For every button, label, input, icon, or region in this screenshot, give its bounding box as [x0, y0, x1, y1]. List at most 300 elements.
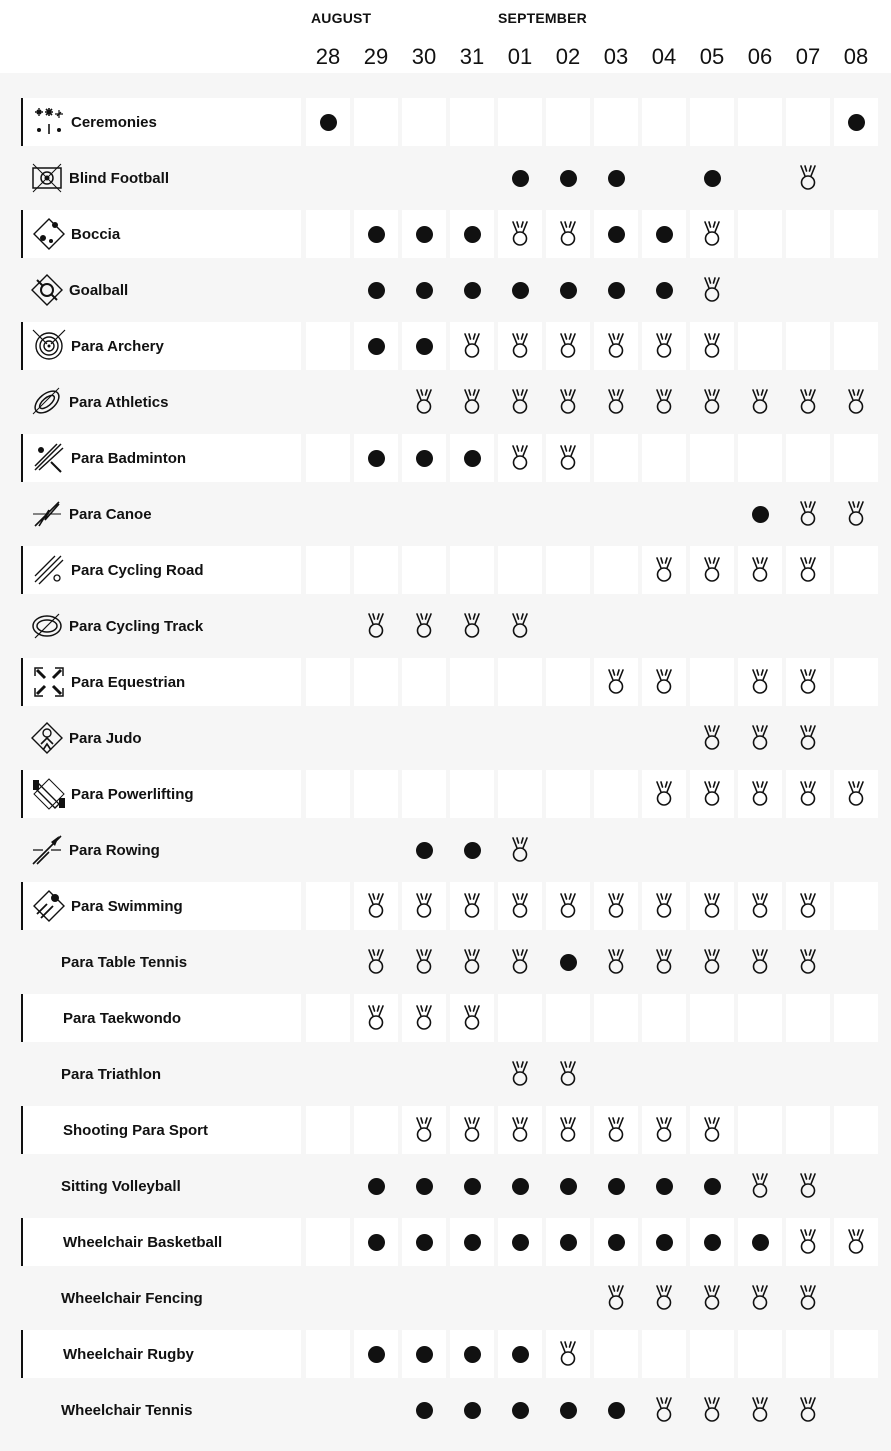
schedule-cell: [402, 770, 446, 818]
schedule-cell: [834, 1274, 878, 1322]
sport-name: Sitting Volleyball: [61, 1177, 181, 1195]
sport-name-cell[interactable]: [21, 98, 301, 146]
schedule-cell[interactable]: [738, 1162, 782, 1210]
schedule-cell: [450, 98, 494, 146]
schedule-cell: [306, 490, 350, 538]
medal-event-icon: [557, 893, 579, 919]
schedule-cell[interactable]: [402, 826, 446, 874]
medal-event-icon: [701, 333, 723, 359]
schedule-cell: [498, 490, 542, 538]
competition-icon: [416, 282, 433, 299]
schedule-cell[interactable]: [402, 1106, 446, 1154]
schedule-cell: [834, 322, 878, 370]
schedule-cell[interactable]: [642, 1274, 686, 1322]
schedule-cell[interactable]: [690, 210, 734, 258]
schedule-cell[interactable]: [546, 1106, 590, 1154]
schedule-cell[interactable]: [690, 266, 734, 314]
schedule-cell[interactable]: [834, 770, 878, 818]
schedule-cell[interactable]: [450, 1106, 494, 1154]
medal-event-icon: [557, 333, 579, 359]
competition-icon: [368, 338, 385, 355]
schedule-cell[interactable]: [498, 1386, 542, 1434]
schedule-cell[interactable]: [786, 658, 830, 706]
schedule-cell[interactable]: [594, 1162, 638, 1210]
medal-event-icon: [557, 1061, 579, 1087]
schedule-cell: [306, 770, 350, 818]
schedule-cell[interactable]: [498, 434, 542, 482]
schedule-cell[interactable]: [690, 1218, 734, 1266]
schedule-cell: [306, 210, 350, 258]
competition-icon: [368, 1346, 385, 1363]
medal-event-icon: [461, 333, 483, 359]
medal-event-icon: [749, 949, 771, 975]
competition-icon: [464, 1234, 481, 1251]
schedule-cell[interactable]: [450, 602, 494, 650]
schedule-cell[interactable]: [354, 602, 398, 650]
schedule-cell[interactable]: [402, 322, 446, 370]
sport-name-cell[interactable]: [21, 1106, 301, 1154]
schedule-cell[interactable]: [690, 154, 734, 202]
schedule-cell: [834, 826, 878, 874]
schedule-cell[interactable]: [594, 322, 638, 370]
schedule-cell[interactable]: [546, 434, 590, 482]
schedule-cell[interactable]: [354, 938, 398, 986]
sport-name-cell[interactable]: [21, 1274, 301, 1322]
schedule-cell: [354, 490, 398, 538]
medal-event-icon: [653, 1285, 675, 1311]
schedule-cell[interactable]: [498, 322, 542, 370]
schedule-cell[interactable]: [450, 210, 494, 258]
sport-name: Wheelchair Basketball: [63, 1233, 223, 1251]
schedule-cell: [594, 546, 638, 594]
schedule-cell[interactable]: [450, 994, 494, 1042]
schedule-cell[interactable]: [498, 210, 542, 258]
sport-name-cell[interactable]: [21, 378, 301, 426]
sport-name-cell[interactable]: [21, 322, 301, 370]
schedule-cell: [306, 1162, 350, 1210]
schedule-cell[interactable]: [738, 546, 782, 594]
day-header: 05: [699, 44, 725, 69]
medal-event-icon: [701, 557, 723, 583]
medal-event-icon: [797, 949, 819, 975]
medal-event-icon: [797, 1173, 819, 1199]
sport-row: [21, 602, 891, 650]
sport-name-cell[interactable]: [21, 1218, 301, 1266]
schedule-cell[interactable]: [402, 1218, 446, 1266]
schedule-cell[interactable]: [738, 1218, 782, 1266]
schedule-cell[interactable]: [786, 1386, 830, 1434]
schedule-cell[interactable]: [738, 938, 782, 986]
sport-name: Para Taekwondo: [63, 1009, 182, 1027]
schedule-cell[interactable]: [786, 714, 830, 762]
schedule-cell[interactable]: [690, 882, 734, 930]
schedule-cell[interactable]: [354, 1330, 398, 1378]
schedule-cell: [306, 266, 350, 314]
schedule-cell: [690, 1050, 734, 1098]
schedule-cell[interactable]: [594, 658, 638, 706]
schedule-cell[interactable]: [546, 322, 590, 370]
schedule-cell[interactable]: [354, 210, 398, 258]
schedule-cell[interactable]: [594, 210, 638, 258]
schedule-cell: [306, 378, 350, 426]
medal-event-icon: [509, 221, 531, 247]
schedule-cell[interactable]: [690, 322, 734, 370]
sport-name-cell[interactable]: [21, 1386, 301, 1434]
schedule-cell[interactable]: [642, 546, 686, 594]
schedule-cell[interactable]: [786, 938, 830, 986]
schedule-cell: [402, 1050, 446, 1098]
schedule-cell[interactable]: [642, 1106, 686, 1154]
schedule-cell[interactable]: [546, 1330, 590, 1378]
schedule-cell[interactable]: [642, 770, 686, 818]
schedule-cell[interactable]: [498, 154, 542, 202]
schedule-cell[interactable]: [642, 1386, 686, 1434]
schedule-cell: [642, 434, 686, 482]
medal-event-icon: [365, 949, 387, 975]
schedule-cell: [594, 98, 638, 146]
sport-name-cell[interactable]: [21, 434, 301, 482]
sport-name-cell[interactable]: [21, 266, 301, 314]
day-header: 06: [747, 44, 773, 69]
schedule-cell[interactable]: [834, 1218, 878, 1266]
schedule-cell[interactable]: [306, 98, 350, 146]
competition-icon: [608, 170, 625, 187]
competition-icon: [416, 338, 433, 355]
medal-event-icon: [653, 781, 675, 807]
schedule-cell[interactable]: [642, 1162, 686, 1210]
schedule-cell[interactable]: [738, 658, 782, 706]
schedule-cell: [738, 154, 782, 202]
medal-event-icon: [461, 613, 483, 639]
schedule-cell[interactable]: [738, 378, 782, 426]
competition-icon: [704, 170, 721, 187]
schedule-cell[interactable]: [738, 1274, 782, 1322]
schedule-cell: [354, 1386, 398, 1434]
schedule-cell[interactable]: [642, 938, 686, 986]
sport-name: Wheelchair Rugby: [63, 1345, 194, 1363]
schedule-cell: [834, 210, 878, 258]
sport-name: Para Equestrian: [71, 673, 186, 691]
medal-event-icon: [701, 1397, 723, 1423]
schedule-cell: [354, 714, 398, 762]
schedule-cell: [402, 154, 446, 202]
schedule-cell[interactable]: [498, 266, 542, 314]
medal-event-icon: [845, 781, 867, 807]
schedule-cell[interactable]: [402, 1330, 446, 1378]
medal-event-icon: [653, 893, 675, 919]
para-archery-icon: [31, 328, 67, 364]
schedule-cell: [306, 1386, 350, 1434]
sport-name: Para Swimming: [71, 897, 183, 915]
schedule-cell[interactable]: [450, 1162, 494, 1210]
schedule-cell[interactable]: [546, 1218, 590, 1266]
sport-name-cell[interactable]: [21, 154, 301, 202]
schedule-cell[interactable]: [594, 378, 638, 426]
sport-name: Goalball: [69, 281, 129, 299]
schedule-cell[interactable]: [450, 882, 494, 930]
sport-row: [21, 546, 891, 594]
sport-name: Para Judo: [69, 729, 142, 747]
schedule-cell: [738, 266, 782, 314]
schedule-cell[interactable]: [594, 266, 638, 314]
schedule-cell[interactable]: [642, 882, 686, 930]
schedule-cell[interactable]: [498, 938, 542, 986]
schedule-cell: [690, 994, 734, 1042]
schedule-cell: [642, 826, 686, 874]
schedule-cell[interactable]: [498, 378, 542, 426]
schedule-cell[interactable]: [786, 882, 830, 930]
month-label-september: SEPTEMBER: [498, 10, 587, 26]
schedule-cell: [738, 1330, 782, 1378]
schedule-cell[interactable]: [546, 938, 590, 986]
schedule-cell: [834, 154, 878, 202]
schedule-cell[interactable]: [402, 602, 446, 650]
competition-icon: [416, 226, 433, 243]
schedule-cell[interactable]: [450, 378, 494, 426]
sport-name: Para Archery: [71, 337, 164, 355]
sport-name-cell[interactable]: [21, 938, 301, 986]
sport-name-cell[interactable]: [21, 994, 301, 1042]
schedule-cell[interactable]: [450, 1218, 494, 1266]
schedule-cell: [738, 322, 782, 370]
sport-name-cell[interactable]: [21, 882, 301, 930]
medal-event-icon: [653, 557, 675, 583]
medal-event-icon: [509, 1061, 531, 1087]
schedule-cell[interactable]: [594, 1218, 638, 1266]
schedule-cell: [306, 1050, 350, 1098]
schedule-cell: [642, 602, 686, 650]
schedule-cell[interactable]: [402, 1386, 446, 1434]
schedule-cell[interactable]: [546, 378, 590, 426]
schedule-cell[interactable]: [594, 882, 638, 930]
schedule-cell[interactable]: [690, 1106, 734, 1154]
competition-icon: [464, 226, 481, 243]
schedule-cell: [834, 658, 878, 706]
medal-event-icon: [509, 613, 531, 639]
schedule-cell[interactable]: [450, 1386, 494, 1434]
competition-icon: [368, 450, 385, 467]
schedule-cell[interactable]: [834, 98, 878, 146]
schedule-cell[interactable]: [594, 1386, 638, 1434]
schedule-cell[interactable]: [546, 266, 590, 314]
schedule-cell: [786, 1050, 830, 1098]
schedule-cell[interactable]: [402, 938, 446, 986]
schedule-cell: [354, 826, 398, 874]
schedule-cell[interactable]: [690, 938, 734, 986]
schedule-cell[interactable]: [498, 602, 542, 650]
schedule-cell: [306, 1330, 350, 1378]
schedule-cell[interactable]: [354, 882, 398, 930]
sport-name-cell[interactable]: [21, 1162, 301, 1210]
schedule-cell: [738, 434, 782, 482]
schedule-cell: [306, 714, 350, 762]
sport-name-cell[interactable]: [21, 1330, 301, 1378]
schedule-cell[interactable]: [498, 1050, 542, 1098]
sport-name-cell[interactable]: [21, 490, 301, 538]
schedule-cell[interactable]: [690, 1274, 734, 1322]
sport-row: [21, 994, 891, 1042]
schedule-cell[interactable]: [546, 154, 590, 202]
schedule-cell[interactable]: [642, 322, 686, 370]
schedule-cell: [642, 490, 686, 538]
medal-event-icon: [605, 949, 627, 975]
medal-event-icon: [461, 1005, 483, 1031]
schedule-cell[interactable]: [690, 546, 734, 594]
competition-icon: [416, 450, 433, 467]
schedule-cell[interactable]: [690, 378, 734, 426]
schedule-cell[interactable]: [642, 210, 686, 258]
schedule-cell[interactable]: [546, 882, 590, 930]
ceremonies-icon: [31, 104, 67, 140]
schedule-cell[interactable]: [450, 266, 494, 314]
competition-icon: [464, 450, 481, 467]
schedule-cell: [834, 1106, 878, 1154]
schedule-cell[interactable]: [690, 1162, 734, 1210]
sport-row: [21, 1274, 891, 1322]
schedule-cell[interactable]: [498, 1106, 542, 1154]
schedule-cell[interactable]: [546, 210, 590, 258]
schedule-cell: [786, 266, 830, 314]
schedule-cell: [786, 210, 830, 258]
schedule-cell[interactable]: [450, 826, 494, 874]
schedule-cell[interactable]: [786, 154, 830, 202]
schedule-cell: [354, 154, 398, 202]
sport-name-cell[interactable]: [21, 658, 301, 706]
schedule-cell[interactable]: [594, 1106, 638, 1154]
medal-event-icon: [365, 1005, 387, 1031]
sport-row: [21, 1330, 891, 1378]
schedule-cell[interactable]: [786, 1274, 830, 1322]
schedule-cell[interactable]: [546, 1386, 590, 1434]
schedule-cell: [786, 602, 830, 650]
schedule-cell[interactable]: [450, 1330, 494, 1378]
schedule-cell[interactable]: [450, 434, 494, 482]
sport-name: Boccia: [71, 225, 121, 243]
schedule-cell[interactable]: [594, 154, 638, 202]
schedule-cell[interactable]: [738, 770, 782, 818]
schedule-cell: [786, 994, 830, 1042]
schedule-cell: [306, 322, 350, 370]
schedule-cell[interactable]: [786, 546, 830, 594]
schedule-cell[interactable]: [642, 378, 686, 426]
schedule-cell[interactable]: [642, 1218, 686, 1266]
schedule-cell[interactable]: [354, 1218, 398, 1266]
schedule-cell[interactable]: [690, 770, 734, 818]
medal-event-icon: [509, 893, 531, 919]
schedule-cell[interactable]: [450, 322, 494, 370]
schedule-cell[interactable]: [786, 378, 830, 426]
schedule-cell: [546, 1274, 590, 1322]
schedule-cell[interactable]: [834, 378, 878, 426]
schedule-cell: [834, 266, 878, 314]
sport-name: Ceremonies: [71, 113, 157, 131]
medal-event-icon: [797, 781, 819, 807]
schedule-cell[interactable]: [402, 434, 446, 482]
schedule-cell[interactable]: [738, 882, 782, 930]
medal-event-icon: [701, 781, 723, 807]
schedule-cell[interactable]: [786, 490, 830, 538]
schedule-cell[interactable]: [402, 1162, 446, 1210]
schedule-cell[interactable]: [594, 1274, 638, 1322]
schedule-cell: [354, 98, 398, 146]
competition-icon: [752, 1234, 769, 1251]
sport-name-cell[interactable]: [21, 714, 301, 762]
schedule-cell: [498, 98, 542, 146]
schedule-cell[interactable]: [738, 1386, 782, 1434]
sport-row: [21, 98, 891, 146]
sport-row: [21, 714, 891, 762]
schedule-cell[interactable]: [402, 882, 446, 930]
competition-icon: [512, 282, 529, 299]
schedule-cell[interactable]: [354, 434, 398, 482]
para-swimming-icon: [31, 888, 67, 924]
schedule-cell[interactable]: [402, 210, 446, 258]
sport-row: [21, 322, 891, 370]
schedule-cell[interactable]: [354, 1162, 398, 1210]
schedule-cell[interactable]: [498, 826, 542, 874]
competition-icon: [608, 1402, 625, 1419]
schedule-cell: [834, 714, 878, 762]
schedule-cell[interactable]: [594, 938, 638, 986]
schedule-cell[interactable]: [402, 266, 446, 314]
schedule-cell[interactable]: [786, 1162, 830, 1210]
schedule-cell[interactable]: [498, 1162, 542, 1210]
schedule-cell[interactable]: [546, 1162, 590, 1210]
schedule-cell[interactable]: [786, 770, 830, 818]
schedule-cell[interactable]: [354, 266, 398, 314]
schedule-cell: [834, 994, 878, 1042]
schedule-cell[interactable]: [642, 266, 686, 314]
schedule-cell[interactable]: [546, 1050, 590, 1098]
medal-event-icon: [701, 949, 723, 975]
schedule-cell: [786, 322, 830, 370]
schedule-cell[interactable]: [690, 714, 734, 762]
schedule-cell[interactable]: [786, 1218, 830, 1266]
schedule-cell[interactable]: [354, 994, 398, 1042]
schedule-cell: [546, 602, 590, 650]
schedule-cell[interactable]: [354, 322, 398, 370]
schedule-cell[interactable]: [498, 882, 542, 930]
sport-name-cell[interactable]: [21, 546, 301, 594]
medal-event-icon: [845, 501, 867, 527]
sport-name-cell[interactable]: [21, 826, 301, 874]
schedule-cell: [738, 1106, 782, 1154]
schedule-cell[interactable]: [498, 1218, 542, 1266]
medal-event-icon: [461, 389, 483, 415]
schedule-cell[interactable]: [498, 1330, 542, 1378]
sport-name-cell[interactable]: [21, 770, 301, 818]
schedule-cell[interactable]: [738, 490, 782, 538]
sport-name-cell[interactable]: [21, 1050, 301, 1098]
medal-event-icon: [509, 949, 531, 975]
competition-icon: [368, 282, 385, 299]
schedule-cell: [738, 826, 782, 874]
sport-name-cell[interactable]: [21, 210, 301, 258]
schedule-cell: [690, 490, 734, 538]
medal-event-icon: [653, 1117, 675, 1143]
day-header: 28: [315, 44, 341, 69]
schedule-cell[interactable]: [402, 378, 446, 426]
sport-name-cell[interactable]: [21, 602, 301, 650]
schedule-cell[interactable]: [738, 714, 782, 762]
sport-row: [21, 1106, 891, 1154]
schedule-cell: [834, 434, 878, 482]
schedule-cell[interactable]: [690, 1386, 734, 1434]
schedule-cell[interactable]: [402, 994, 446, 1042]
schedule-cell[interactable]: [834, 490, 878, 538]
schedule-cell[interactable]: [450, 938, 494, 986]
schedule-cell[interactable]: [642, 658, 686, 706]
